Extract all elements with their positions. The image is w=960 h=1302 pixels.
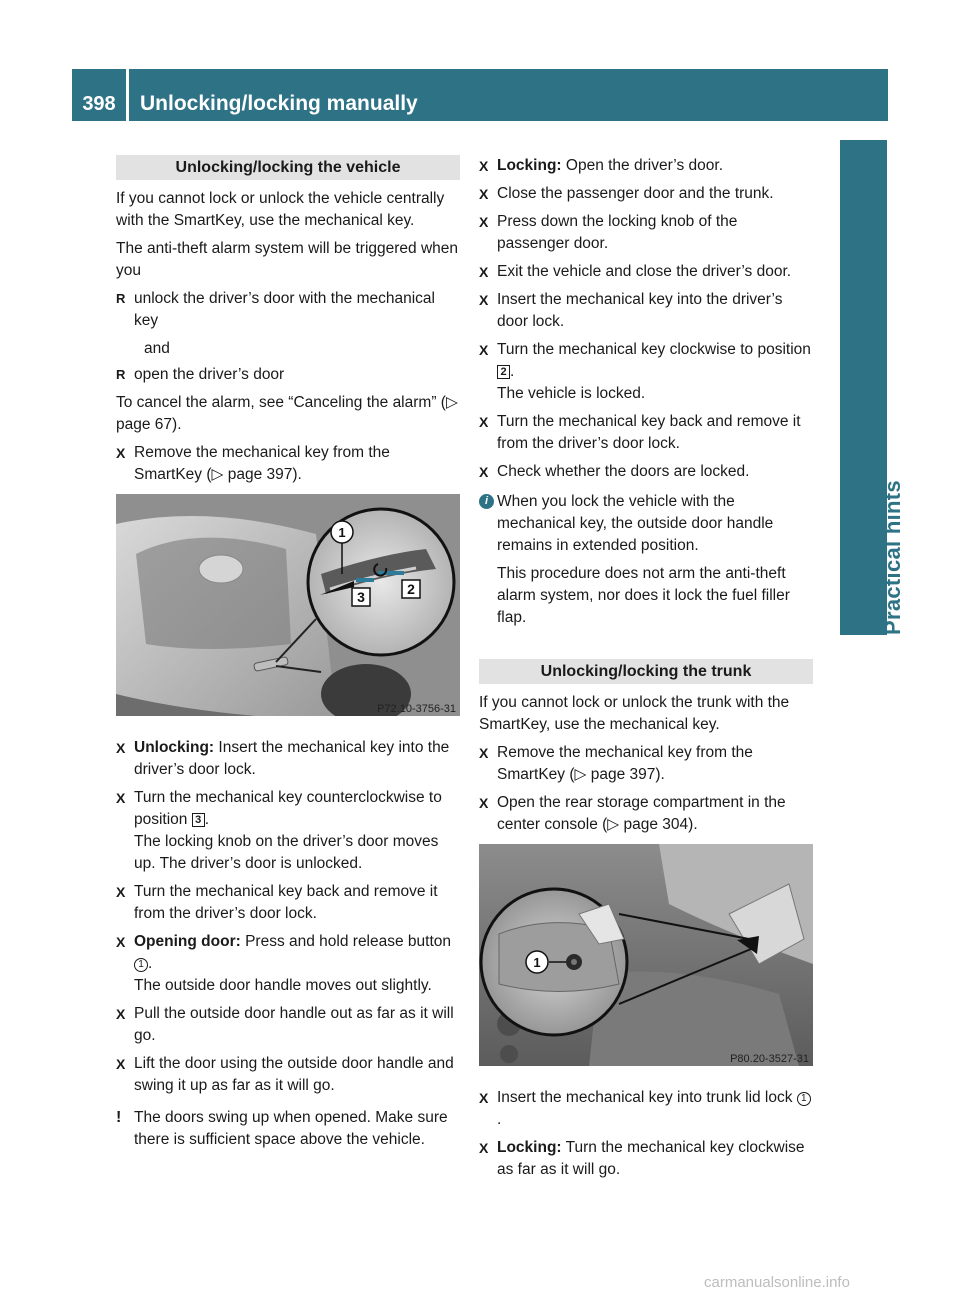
paragraph: The anti-theft alarm system will be triggered when you: [116, 240, 459, 279]
figure-callout-2: 2: [407, 581, 415, 597]
list-item: [116, 364, 460, 386]
bullet-marker: R: [116, 291, 126, 306]
position-marker: 2: [497, 365, 510, 379]
header-divider: [126, 69, 129, 121]
instruction-step: X Insert the mechanical key into trunk lid lock 1.: [479, 1087, 813, 1131]
instruction-step: X Turn the mechanical key clockwise to position 2 . The vehicle is locked.: [479, 341, 811, 402]
step-marker: X: [116, 934, 126, 950]
figure-callout-1: 1: [533, 955, 541, 970]
spacer: [479, 635, 813, 659]
step-text: Remove the mechanical key from the SmartKey (▷ page 397).: [134, 444, 390, 483]
section-heading: Unlocking/locking the trunk: [479, 659, 813, 684]
step-marker: X: [116, 1006, 126, 1022]
instruction-step: [116, 881, 460, 925]
step-result: The outside door handle moves out slightly.: [134, 977, 432, 994]
chapter-label-text: Practical hints: [880, 480, 905, 635]
step-text: Remove the mechanical key from the SmartKey (▷ page 397).: [497, 744, 753, 783]
step-marker: X: [479, 214, 489, 230]
instruction-step: [479, 411, 813, 455]
info-note: [479, 491, 813, 629]
right-column: [479, 155, 813, 1187]
instruction-step: [479, 1137, 813, 1181]
step-marker: X: [479, 414, 489, 430]
instruction-step: [479, 211, 813, 255]
instruction-step: [479, 183, 813, 205]
figure-callout-1: 1: [338, 525, 346, 540]
step-marker: X: [479, 745, 489, 761]
step-text: Exit the vehicle and close the driver’s door.: [497, 263, 792, 280]
paragraph: To cancel the alarm, see “Canceling the alarm” (▷ page 67).: [116, 394, 458, 433]
list-item-text: open the driver’s door: [134, 366, 285, 383]
watermark: carmanualsonline.info: [704, 1274, 850, 1291]
step-label: Locking:: [497, 1139, 562, 1156]
step-marker: X: [116, 884, 126, 900]
info-text: When you lock the vehicle with the mechanical key, the outside door handle remains in extended position.: [497, 493, 774, 554]
list-item: [116, 288, 460, 332]
step-text: Turn the mechanical key clockwise as far as it will go.: [497, 1139, 805, 1178]
lock-marker: 1: [797, 1092, 811, 1106]
step-text: Turn the mechanical key counterclockwise to position: [134, 789, 442, 828]
step-marker: X: [479, 1090, 489, 1106]
step-marker: X: [116, 740, 126, 756]
instruction-step: [116, 1003, 460, 1047]
step-text: Lift the door using the outside door handle and swing it up as far as it will go.: [134, 1055, 454, 1094]
step-text: Turn the mechanical key back and remove it from the driver’s door lock.: [497, 413, 801, 452]
left-column: [116, 155, 460, 1157]
step-text: Insert the mechanical key into trunk lid lock: [497, 1089, 797, 1106]
step-label: Opening door:: [134, 933, 241, 950]
warning-note: [116, 1107, 460, 1151]
step-marker: X: [479, 795, 489, 811]
step-text: Pull the outside door handle out as far as it will go.: [134, 1005, 454, 1044]
bullet-marker: R: [116, 367, 126, 382]
position-marker: 3: [192, 813, 205, 827]
trunk-lock-illustration: [479, 844, 813, 1066]
figure-code: P72.10-3756-31: [377, 703, 456, 715]
step-label: Unlocking:: [134, 739, 215, 756]
step-marker: X: [479, 158, 489, 174]
figure-callout-3: 3: [357, 589, 365, 605]
step-marker: X: [116, 1056, 126, 1072]
conjunction: and: [144, 340, 170, 357]
step-text: Press and hold release button: [240, 933, 452, 950]
step-text: Close the passenger door and the trunk.: [497, 185, 774, 202]
instruction-step: [479, 155, 813, 177]
instruction-step: [479, 742, 813, 786]
step-text: Turn the mechanical key back and remove it from the driver’s door lock.: [134, 883, 438, 922]
page-number: 398: [82, 93, 116, 115]
instruction-step: [116, 1053, 460, 1097]
instruction-step: [479, 461, 813, 483]
instruction-step: [116, 442, 460, 486]
step-marker: X: [479, 464, 489, 480]
trunk-lock-figure: [479, 844, 813, 1073]
paragraph: If you cannot lock or unlock the vehicle centrally with the SmartKey, use the mechanical key.: [116, 190, 445, 229]
step-marker: X: [116, 445, 126, 461]
step-marker: X: [116, 790, 126, 806]
step-result: The vehicle is locked.: [497, 385, 646, 402]
info-icon: i: [479, 494, 494, 509]
info-text-2: This procedure does not arm the anti-theft alarm system, nor does it lock the fuel filler flap.: [497, 565, 790, 626]
instruction-step: X Opening door: Press and hold release button 1 . The outside door handle moves out slightly.: [116, 933, 452, 994]
step-marker: X: [479, 342, 489, 358]
step-text: Check whether the doors are locked.: [497, 463, 750, 480]
warning-icon: !: [116, 1109, 122, 1126]
door-lock-figure: [116, 494, 460, 723]
instruction-step: [116, 737, 460, 781]
step-text: Turn the mechanical key clockwise to position: [497, 341, 811, 358]
step-marker: X: [479, 264, 489, 280]
step-marker: X: [479, 1140, 489, 1156]
instruction-step: [479, 792, 813, 836]
step-text: Insert the mechanical key into the driver’s door lock.: [134, 739, 450, 778]
door-lock-illustration: [116, 494, 460, 716]
step-text: Open the driver’s door.: [561, 157, 724, 174]
list-item-text: unlock the driver’s door with the mechanical key: [134, 290, 435, 329]
step-result: The locking knob on the driver’s door moves up. The driver’s door is unlocked.: [134, 833, 439, 872]
step-text: Press down the locking knob of the passenger door.: [497, 213, 738, 252]
figure-code: P80.20-3527-31: [730, 1053, 809, 1065]
instruction-step: X Turn the mechanical key counterclockwise to position 3 . The locking knob on the driver’s door moves up. The driver’s door is unlocked.: [116, 789, 442, 872]
step-label: Locking:: [497, 157, 562, 174]
paragraph: If you cannot lock or unlock the trunk with the SmartKey, use the mechanical key.: [479, 694, 790, 733]
page-title: Unlocking/locking manually: [140, 92, 418, 115]
step-text: Open the rear storage compartment in the center console (▷ page 304).: [497, 794, 786, 833]
instruction-step: [479, 261, 813, 283]
instruction-step: [479, 289, 813, 333]
button-marker: 1: [134, 958, 148, 972]
step-marker: X: [479, 186, 489, 202]
step-text: Insert the mechanical key into the driver’s door lock.: [497, 291, 783, 330]
section-heading: Unlocking/locking the vehicle: [116, 155, 460, 180]
warning-text: The doors swing up when opened. Make sure there is sufficient space above the vehicle.: [134, 1109, 448, 1148]
step-marker: X: [479, 292, 489, 308]
